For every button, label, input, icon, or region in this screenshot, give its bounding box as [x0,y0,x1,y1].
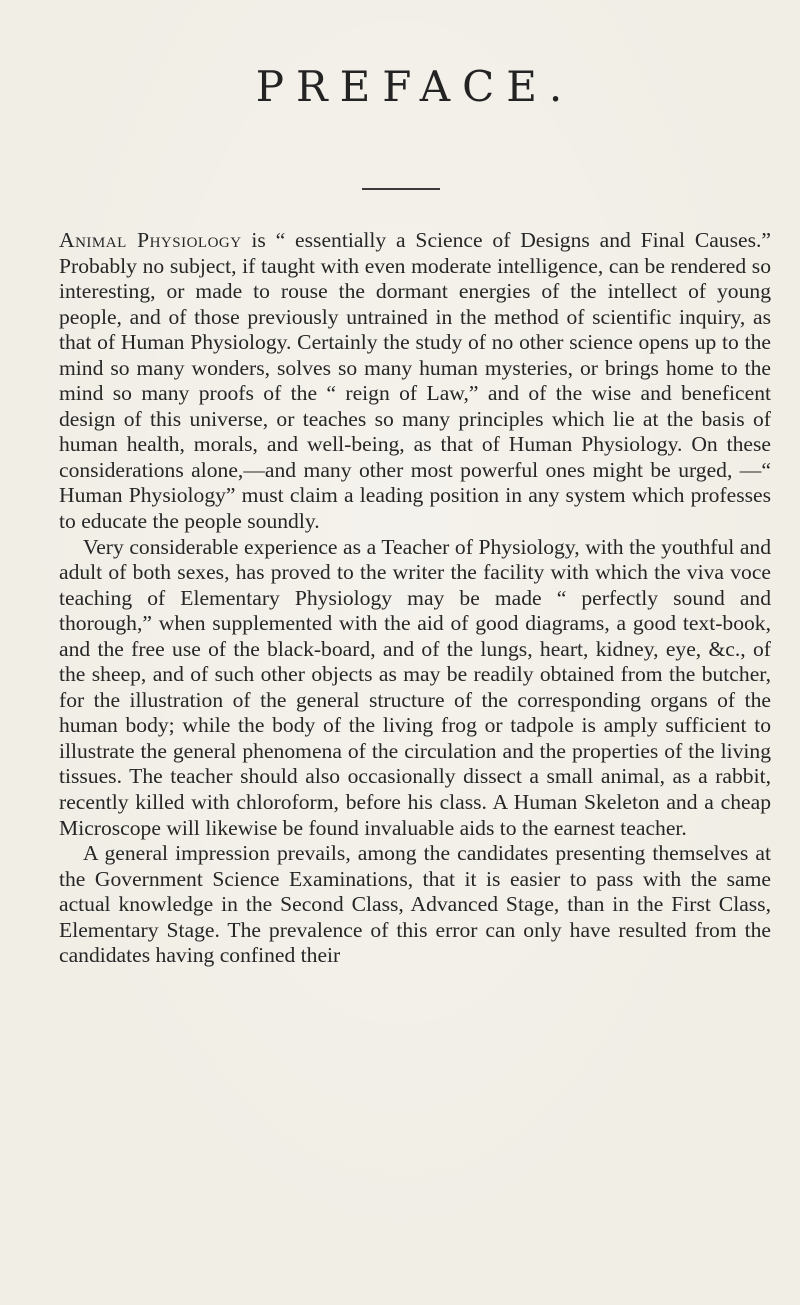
page-title: PREFACE. [255,62,575,111]
paragraph-3: A general impression prevails, among the candidates presenting themselves at the Government Science Examinations, that it is easier to pass with the same actual knowledge in the Second Class, Advanced Stage, than in the First Class, Elementary Stage. The prevalence of this error can only have resulted from the candidates having confined their [59,841,771,968]
paragraph-1-lead: Animal Physiology [59,228,242,252]
title-divider [362,188,440,190]
paragraph-2: Very considerable experience as a Teacher of Physiology, with the youthful and adult of both sexes, has proved to the writer the facility with which the viva voce teaching of Elementary Physiology may be made “ perfectly sound and thorough,” when supplemented with the aid of good diagrams, a good text-book, and the free use of the black-board, and of the lungs, heart, kidney, eye, &c., of the sheep, and of such other objects as may be readily obtained from the butcher, for the illustration of the general structure of the corresponding organs of the human body; while the body of the living frog or tadpole is amply sufficient to illustrate the general phenomena of the circulation and the properties of the living tissues. The teacher should also occasionally dissect a small animal, as a rabbit, recently killed with chloroform, before his class. A Human Skeleton and a cheap Microscope will likewise be found invaluable aids to the earnest teacher. [59,534,771,840]
preface-body [59,228,771,969]
paragraph-1 [59,228,771,535]
paragraph-1-text: is “ essentially a Science of Designs and Final Causes.” Probably no subject, if taught with even moderate intelligence, can be rendered so interesting, or made to rouse the dormant energies of the intellect of young people, and of those previously untrained in the method of scientific inquiry, as that of Human Physiology. Certainly the study of no other science opens up to the mind so many wonders, solves so many human mysteries, or brings home to the mind so many proofs of the “ reign of Law,” and of the wise and beneficent design of this universe, or teaches so many principles which lie at the basis of human health, morals, and well-being, as that of Human Physiology. On these considerations alone,—and many other most powerful ones might be urged, —“ Human Physiology” must claim a leading position in any system which professes to educate the people soundly. [59,228,771,534]
